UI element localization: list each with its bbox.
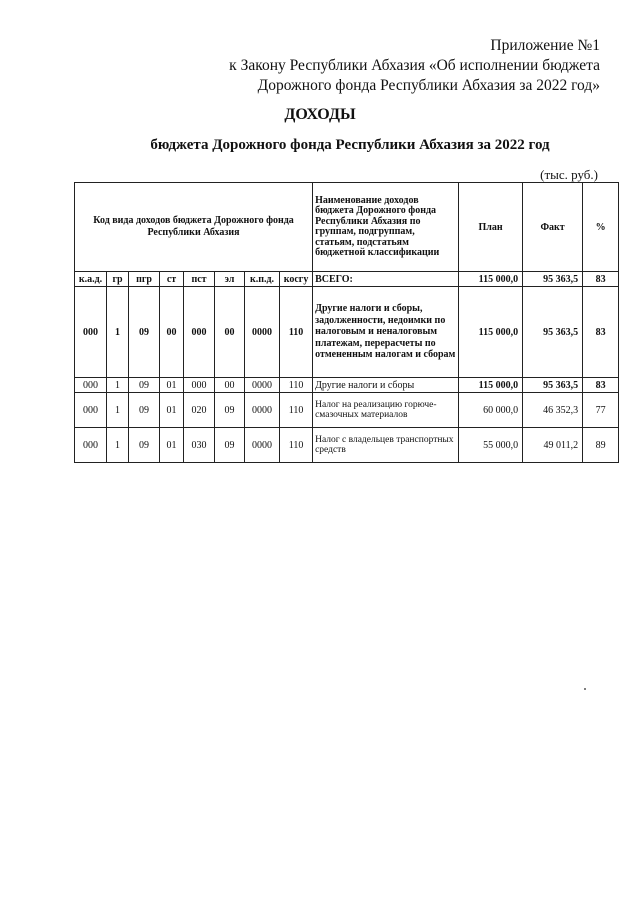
cell-pst: 030 bbox=[184, 428, 215, 463]
cell-gr: 1 bbox=[107, 378, 129, 393]
cell-percent: 89 bbox=[583, 428, 619, 463]
cell-st: 01 bbox=[160, 393, 184, 428]
table-row bbox=[75, 393, 619, 428]
table-row bbox=[75, 287, 619, 378]
cell-st: 01 bbox=[160, 428, 184, 463]
cell-gr: 1 bbox=[107, 428, 129, 463]
total-label: ВСЕГО: bbox=[313, 272, 459, 287]
cell-pgr: 09 bbox=[129, 428, 160, 463]
cell-kpd: 0000 bbox=[245, 287, 280, 378]
code-col-st-header: ст bbox=[160, 272, 184, 287]
table-row bbox=[75, 428, 619, 463]
scan-speck bbox=[584, 688, 586, 690]
cell-plan: 115 000,0 bbox=[459, 378, 523, 393]
cell-st: 01 bbox=[160, 378, 184, 393]
cell-el: 00 bbox=[215, 287, 245, 378]
name-column-header: Наименование доходов бюджета Дорожного фонда Республики Абхазия по группам, подгруппам, статьям, подстатьям бюджетной классификации bbox=[313, 183, 459, 272]
total-fact: 95 363,5 bbox=[523, 272, 583, 287]
cell-st: 00 bbox=[160, 287, 184, 378]
cell-gr: 1 bbox=[107, 287, 129, 378]
cell-fact: 95 363,5 bbox=[523, 378, 583, 393]
cell-kosgu: 110 bbox=[280, 428, 313, 463]
cell-kosgu: 110 bbox=[280, 378, 313, 393]
cell-plan: 60 000,0 bbox=[459, 393, 523, 428]
cell-el: 09 bbox=[215, 393, 245, 428]
annex-header bbox=[229, 36, 600, 96]
cell-pgr: 09 bbox=[129, 393, 160, 428]
percent-column-header: % bbox=[583, 183, 619, 272]
cell-el: 09 bbox=[215, 428, 245, 463]
cell-name: Другие налоги и сборы, задолженности, недоимки по налоговым и неналоговым платежам, перерасчеты по отмененным налогам и сборам bbox=[313, 287, 459, 378]
cell-name: Налог на реализацию горюче-смазочных материалов bbox=[313, 393, 459, 428]
code-col-pgr-header: пгр bbox=[129, 272, 160, 287]
cell-plan: 55 000,0 bbox=[459, 428, 523, 463]
annex-line-2: к Закону Республики Абхазия «Об исполнении бюджета bbox=[229, 57, 600, 74]
cell-kad: 000 bbox=[75, 428, 107, 463]
cell-kad: 000 bbox=[75, 378, 107, 393]
annex-line-3: Дорожного фонда Республики Абхазия за 2022 год» bbox=[257, 77, 600, 94]
cell-pgr: 09 bbox=[129, 287, 160, 378]
code-col-el-header: эл bbox=[215, 272, 245, 287]
cell-name: Налог с владельцев транспортных средств bbox=[313, 428, 459, 463]
cell-name: Другие налоги и сборы bbox=[313, 378, 459, 393]
cell-percent: 77 bbox=[583, 393, 619, 428]
code-col-kpd-header: к.п.д. bbox=[245, 272, 280, 287]
cell-gr: 1 bbox=[107, 393, 129, 428]
unit-label: (тыс. руб.) bbox=[540, 167, 598, 182]
table-header-row bbox=[75, 183, 619, 272]
code-col-pst-header: пст bbox=[184, 272, 215, 287]
code-col-kosgu-header: косгу bbox=[280, 272, 313, 287]
cell-kpd: 0000 bbox=[245, 393, 280, 428]
annex-line-1: Приложение №1 bbox=[490, 37, 600, 54]
cell-pst: 000 bbox=[184, 287, 215, 378]
cell-plan: 115 000,0 bbox=[459, 287, 523, 378]
plan-column-header: План bbox=[459, 183, 523, 272]
cell-el: 00 bbox=[215, 378, 245, 393]
cell-percent: 83 bbox=[583, 378, 619, 393]
cell-kosgu: 110 bbox=[280, 393, 313, 428]
cell-fact: 46 352,3 bbox=[523, 393, 583, 428]
cell-kpd: 0000 bbox=[245, 428, 280, 463]
code-col-kad-header: к.а.д. bbox=[75, 272, 107, 287]
cell-percent: 83 bbox=[583, 287, 619, 378]
cell-kad: 000 bbox=[75, 287, 107, 378]
cell-pst: 020 bbox=[184, 393, 215, 428]
cell-kad: 000 bbox=[75, 393, 107, 428]
document-title: ДОХОДЫ bbox=[284, 106, 356, 123]
cell-pgr: 09 bbox=[129, 378, 160, 393]
code-col-gr-header: гр bbox=[107, 272, 129, 287]
cell-fact: 95 363,5 bbox=[523, 287, 583, 378]
total-plan: 115 000,0 bbox=[459, 272, 523, 287]
total-row bbox=[75, 272, 619, 287]
cell-kpd: 0000 bbox=[245, 378, 280, 393]
code-group-header: Код вида доходов бюджета Дорожного фонда Республики Абхазия bbox=[75, 183, 313, 272]
revenue-table bbox=[74, 182, 619, 463]
cell-fact: 49 011,2 bbox=[523, 428, 583, 463]
document-subtitle: бюджета Дорожного фонда Республики Абхазия за 2022 год bbox=[150, 137, 550, 153]
table-row bbox=[75, 378, 619, 393]
cell-kosgu: 110 bbox=[280, 287, 313, 378]
total-percent: 83 bbox=[583, 272, 619, 287]
cell-pst: 000 bbox=[184, 378, 215, 393]
fact-column-header: Факт bbox=[523, 183, 583, 272]
